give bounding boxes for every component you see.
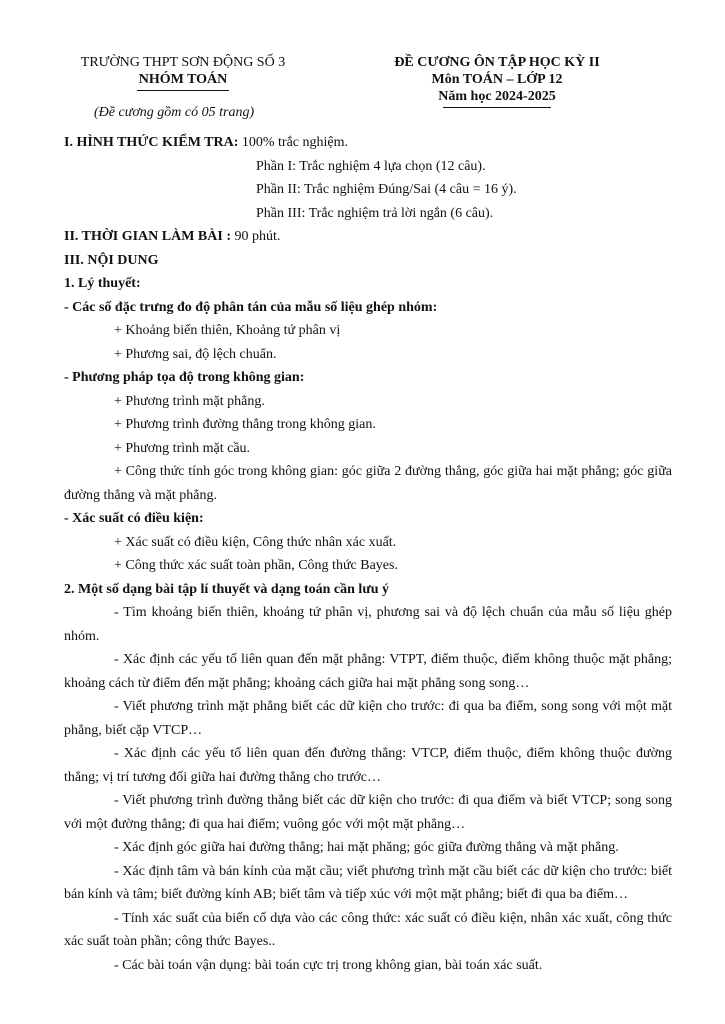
- exercise-item: - Viết phương trình đường thẳng biết các dữ kiện cho trước: đi qua điểm và biết VTCP; song song với một đường thẳng; đi qua hai điểm; vuông góc với một mặt phẳng…: [64, 793, 672, 832]
- subject-line: Môn TOÁN – LỚP 12: [431, 72, 563, 87]
- exam-part-1: Phần I: Trắc nghiệm 4 lựa chọn (12 câu).: [256, 158, 486, 174]
- topic-item: + Phương trình đường thẳng trong không gian.: [114, 417, 376, 432]
- exam-part-2: Phần II: Trắc nghiệm Đúng/Sai (4 câu = 16 ý).: [256, 182, 517, 197]
- school-name: TRƯỜNG THPT SƠN ĐỘNG SỐ 3: [80, 55, 286, 70]
- page-count-note: (Đề cương gồm có 05 trang): [94, 105, 255, 120]
- exercise-item: - Viết phương trình mặt phẳng biết các dữ kiện cho trước: đi qua ba điểm, song song với một mặt phẳng, biết cặp VTCP…: [64, 699, 672, 738]
- topic-item: + Phương sai, độ lệch chuẩn.: [114, 346, 277, 362]
- topic-item: + Phương trình mặt phẳng.: [114, 393, 265, 409]
- exercise-item: - Xác định tâm và bán kính của mặt cầu; viết phương trình mặt cầu biết các dữ kiện cho trước: biết bán kính và tâm; biết đường kính AB; biết tâm và tiếp xúc với một mặt phẳng; biết đi qua ba điểm…: [64, 863, 672, 902]
- exercise-item: - Tính xác suất của biến cố dựa vào các công thức: xác suất có điều kiện, nhân xác xuất, công thức xác suất toàn phần; công thức Bayes..: [64, 910, 672, 949]
- topic-statistics-title: - Các số đặc trưng đo độ phân tán của mẫu số liệu ghép nhóm:: [64, 299, 438, 315]
- topic-probability-title: - Xác suất có điều kiện:: [64, 511, 204, 526]
- exercise-item: - Xác định các yếu tố liên quan đến đường thẳng: VTCP, điểm thuộc, điểm không thuộc đường thẳng; vị trí tương đối giữa hai đường thẳng cho trước…: [64, 746, 672, 785]
- exam-duration-label: II. THỜI GIAN LÀM BÀI :: [64, 229, 231, 244]
- exam-duration: [64, 225, 672, 249]
- document-body: [64, 131, 672, 977]
- topic-item: + Công thức tính góc trong không gian: góc giữa 2 đường thẳng, góc giữa hai mặt phẳng; góc giữa đường thẳng và mặt phẳng.: [64, 464, 672, 503]
- topic-coordinates-title: - Phương pháp tọa độ trong không gian:: [64, 370, 305, 385]
- school-year: Năm học 2024-2025: [438, 89, 556, 104]
- header-right: [372, 54, 622, 108]
- theory-heading: 1. Lý thuyết:: [64, 276, 141, 291]
- exam-format: [64, 131, 672, 155]
- exercises-heading: 2. Một số dạng bài tập lí thuyết và dạng toán cần lưu ý: [64, 581, 390, 597]
- topic-item: + Phương trình mặt cầu.: [114, 440, 251, 456]
- document-title: ĐỀ CƯƠNG ÔN TẬP HỌC KỲ II: [394, 55, 600, 70]
- exam-format-label: I. HÌNH THỨC KIỂM TRA:: [64, 135, 239, 150]
- exam-format-value: 100% trắc nghiệm.: [238, 135, 349, 150]
- topic-item: + Công thức xác suất toàn phần, Công thức Bayes.: [114, 558, 398, 573]
- year-underline: [443, 107, 551, 108]
- exercise-item: - Xác định góc giữa hai đường thẳng; hai mặt phăng; góc giữa đường thẳng và mặt phẳng.: [114, 840, 619, 855]
- topic-item: + Khoảng biến thiên, Khoảng tứ phân vị: [114, 323, 341, 338]
- exam-duration-value: 90 phút.: [231, 229, 281, 244]
- exercise-item: - Tìm khoảng biến thiên, khoảng tứ phân vị, phương sai và độ lệch chuẩn của mẫu số liệu ghép nhóm.: [64, 605, 672, 644]
- group-underline: [137, 90, 229, 91]
- content-heading: III. NỘI DUNG: [64, 252, 159, 268]
- group-name: NHÓM TOÁN: [138, 72, 228, 87]
- exercise-item: - Xác định các yếu tố liên quan đến mặt phẳng: VTPT, điểm thuộc, điểm không thuộc mặt phẳng; khoảng cách từ điểm đến mặt phẳng; khoảng cách giữa hai mặt phẳng song song…: [64, 652, 672, 691]
- header-left: [58, 54, 308, 91]
- exercise-item: - Các bài toán vận dụng: bài toán cực trị trong không gian, bài toán xác suất.: [114, 957, 543, 973]
- topic-item: + Xác suất có điều kiện, Công thức nhân xác xuất.: [114, 534, 397, 550]
- exam-part-3: Phần III: Trắc nghiệm trả lời ngắn (6 câu).: [256, 205, 494, 221]
